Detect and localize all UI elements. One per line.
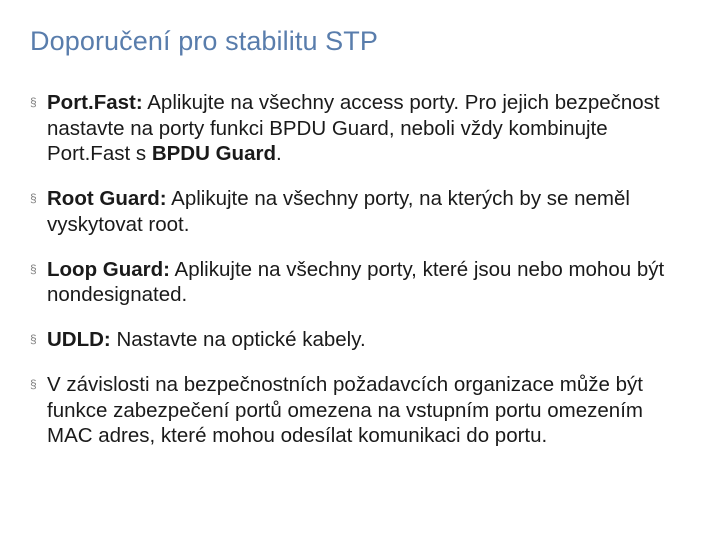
bullet-list [30, 90, 690, 468]
bullet-marker-icon: § [30, 332, 37, 346]
bullet-text: Aplikujte na všechny porty, na kterých by se neměl vyskytovat root. [47, 187, 630, 236]
bullet-loop-guard [30, 257, 690, 308]
bullet-marker-icon: § [30, 95, 37, 109]
slide-title: Doporučení pro stabilitu STP [30, 26, 378, 56]
bullet-udld [30, 327, 690, 353]
bullet-port-security [30, 372, 690, 449]
bullet-tail: . [275, 142, 282, 165]
bullet-text: V závislosti na bezpečnostních požadavcích organizace může být funkce zabezpečení portů omezena na vstupním portu omezením MAC adres, které mohou odesílat komunikaci do portu. [47, 373, 643, 447]
bullet-term: UDLD: [47, 328, 111, 351]
bullet-emphasis: BPDU Guard [151, 142, 276, 165]
bullet-marker-icon: § [30, 261, 37, 276]
bullet-term: Port.Fast: [47, 91, 143, 114]
bullet-portfast [30, 90, 690, 167]
bullet-text: Nastavte na optické kabely. [110, 328, 366, 351]
bullet-text: Aplikujte na všechny porty, které jsou nebo mohou být nondesignated. [47, 257, 665, 306]
bullet-text: Aplikujte na všechny access porty. Pro jejich bezpečnost nastavte na porty funkci BPDU Guard, neboli vždy kombinujte Port.Fast s [47, 91, 660, 165]
bullet-marker-icon: § [30, 191, 37, 205]
bullet-root-guard [30, 186, 690, 237]
bullet-marker-icon: § [30, 377, 37, 391]
bullet-term: Loop Guard: [47, 257, 170, 281]
bullet-term: Root Guard: [47, 187, 167, 210]
